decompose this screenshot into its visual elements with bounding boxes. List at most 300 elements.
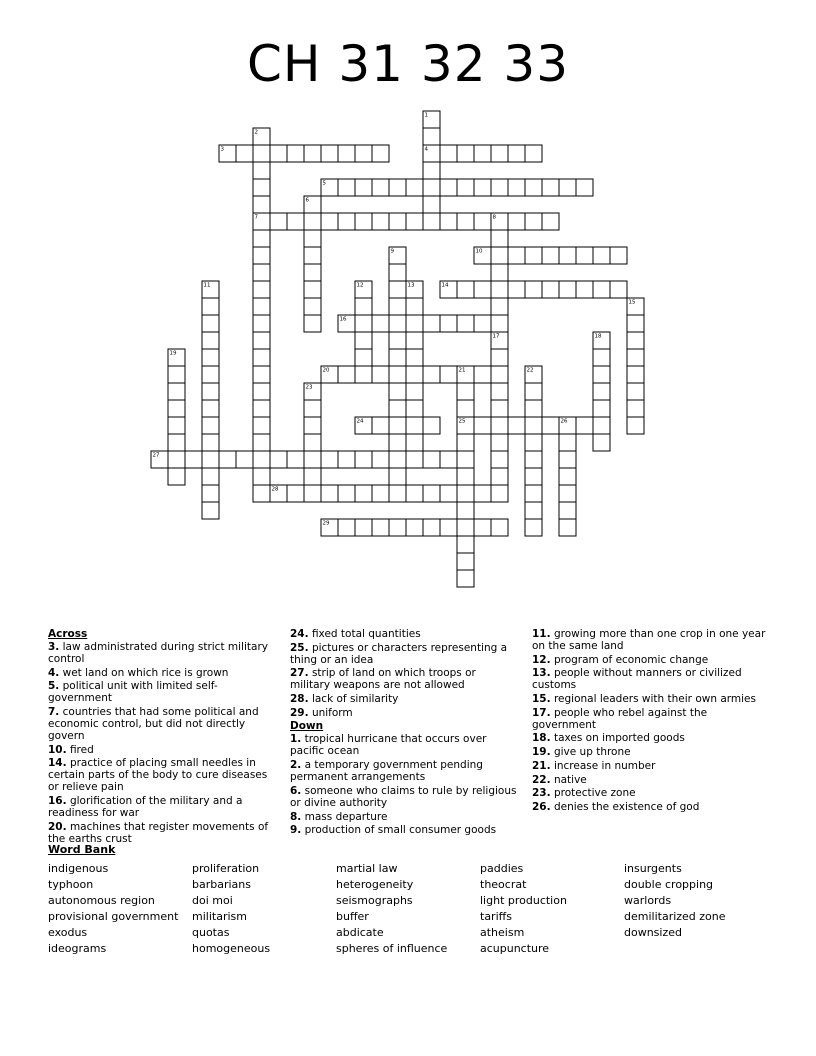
grid-cell[interactable] <box>253 451 270 468</box>
grid-cell[interactable] <box>559 434 576 451</box>
word-bank-header: Word Bank <box>48 843 116 856</box>
word-bank-item: double cropping <box>624 878 714 891</box>
grid-cell[interactable] <box>270 145 287 162</box>
grid-cell[interactable] <box>253 366 270 383</box>
grid-cell[interactable] <box>474 315 491 332</box>
grid-cell[interactable] <box>440 315 457 332</box>
clue-number: 28. <box>290 693 309 706</box>
down-clue <box>290 785 518 809</box>
grid-cell[interactable] <box>508 179 525 196</box>
grid-cell[interactable] <box>525 400 542 417</box>
grid-cell[interactable] <box>474 145 491 162</box>
grid-cell[interactable] <box>542 213 559 230</box>
grid-cell[interactable] <box>542 281 559 298</box>
grid-cell[interactable] <box>304 451 321 468</box>
grid-cell[interactable] <box>491 281 508 298</box>
grid-cell[interactable] <box>389 298 406 315</box>
grid-cell[interactable] <box>202 383 219 400</box>
grid-cell[interactable] <box>525 247 542 264</box>
grid-cell[interactable] <box>474 485 491 502</box>
grid-cell[interactable] <box>525 281 542 298</box>
grid-cell[interactable] <box>627 366 644 383</box>
grid-cell[interactable] <box>457 179 474 196</box>
down-clue <box>532 732 768 744</box>
grid-cell[interactable] <box>253 230 270 247</box>
grid-cell[interactable] <box>457 451 474 468</box>
clue-text: give up throne <box>550 746 631 759</box>
grid-cell[interactable] <box>457 536 474 553</box>
grid-cell[interactable] <box>593 383 610 400</box>
grid-cell[interactable] <box>593 366 610 383</box>
grid-cell[interactable] <box>168 400 185 417</box>
grid-cell[interactable] <box>559 485 576 502</box>
grid-cell[interactable] <box>202 468 219 485</box>
grid-cell[interactable] <box>389 213 406 230</box>
grid-cell[interactable] <box>457 383 474 400</box>
grid-cell[interactable] <box>202 349 219 366</box>
grid-cell[interactable] <box>491 179 508 196</box>
word-bank-item: atheism <box>480 926 525 939</box>
grid-cell[interactable] <box>457 502 474 519</box>
grid-cell[interactable] <box>559 468 576 485</box>
grid-cell[interactable] <box>304 213 321 230</box>
word-bank-item: seismographs <box>336 894 413 907</box>
grid-cell[interactable] <box>508 281 525 298</box>
grid-cell[interactable] <box>202 434 219 451</box>
grid-cell[interactable] <box>508 417 525 434</box>
grid-cell[interactable] <box>491 400 508 417</box>
grid-cell[interactable] <box>236 451 253 468</box>
grid-cell[interactable] <box>287 145 304 162</box>
word-bank-item: exodus <box>48 926 88 939</box>
grid-cell[interactable] <box>202 417 219 434</box>
grid-cell[interactable] <box>389 451 406 468</box>
grid-cell[interactable] <box>270 451 287 468</box>
down-clue <box>532 654 768 666</box>
grid-cell[interactable] <box>253 400 270 417</box>
grid-cell[interactable] <box>593 417 610 434</box>
grid-cell[interactable] <box>202 400 219 417</box>
grid-cell[interactable] <box>627 400 644 417</box>
grid-cell[interactable] <box>559 281 576 298</box>
grid-cell[interactable] <box>355 179 372 196</box>
down-clue <box>290 733 518 757</box>
grid-cell[interactable] <box>253 145 270 162</box>
grid-cell[interactable] <box>576 417 593 434</box>
grid-cell[interactable] <box>508 213 525 230</box>
grid-cell[interactable] <box>491 519 508 536</box>
grid-cell[interactable] <box>491 434 508 451</box>
grid-cell[interactable] <box>457 315 474 332</box>
grid-cell[interactable] <box>355 213 372 230</box>
grid-cell[interactable] <box>338 179 355 196</box>
grid-cell[interactable] <box>372 485 389 502</box>
grid-cell[interactable] <box>253 298 270 315</box>
grid-cell[interactable] <box>253 315 270 332</box>
grid-cell[interactable] <box>168 366 185 383</box>
grid-cell[interactable] <box>576 247 593 264</box>
grid-cell[interactable] <box>355 485 372 502</box>
grid-cell[interactable] <box>338 485 355 502</box>
clue-text: people without manners or civilized customs <box>532 667 742 692</box>
grid-cell[interactable] <box>491 264 508 281</box>
grid-cell[interactable] <box>321 451 338 468</box>
grid-cell[interactable] <box>423 179 440 196</box>
grid-cell[interactable] <box>355 315 372 332</box>
grid-cell[interactable] <box>406 485 423 502</box>
grid-cell[interactable] <box>525 485 542 502</box>
grid-cell[interactable] <box>304 434 321 451</box>
grid-cell[interactable] <box>389 179 406 196</box>
clue-text: native <box>550 773 587 786</box>
grid-cell[interactable] <box>355 451 372 468</box>
across-clue <box>48 744 276 756</box>
grid-cell[interactable] <box>474 213 491 230</box>
grid-cell[interactable] <box>627 417 644 434</box>
word-bank-column <box>624 861 726 941</box>
grid-clue-number: 14 <box>441 282 449 289</box>
grid-cell[interactable] <box>491 485 508 502</box>
grid-cell[interactable] <box>406 315 423 332</box>
grid-cell[interactable] <box>168 451 185 468</box>
grid-cell[interactable] <box>525 383 542 400</box>
across-clue <box>48 757 276 793</box>
grid-cell[interactable] <box>457 468 474 485</box>
grid-cell[interactable] <box>389 366 406 383</box>
grid-cell[interactable] <box>457 570 474 587</box>
grid-cell[interactable] <box>525 502 542 519</box>
grid-cell[interactable] <box>593 349 610 366</box>
grid-cell[interactable] <box>253 383 270 400</box>
clue-text: fired <box>66 743 94 756</box>
grid-cell[interactable] <box>406 349 423 366</box>
grid-cell[interactable] <box>491 383 508 400</box>
grid-cell[interactable] <box>253 247 270 264</box>
grid-cell[interactable] <box>202 502 219 519</box>
grid-cell[interactable] <box>423 315 440 332</box>
grid-cell[interactable] <box>389 519 406 536</box>
grid-cell[interactable] <box>440 485 457 502</box>
clue-number: 12. <box>532 653 551 666</box>
grid-cell[interactable] <box>440 179 457 196</box>
grid-cell[interactable] <box>491 315 508 332</box>
grid-cell[interactable] <box>372 451 389 468</box>
grid-cell[interactable] <box>440 451 457 468</box>
grid-cell[interactable] <box>304 417 321 434</box>
grid-cell[interactable] <box>321 145 338 162</box>
grid-cell[interactable] <box>474 281 491 298</box>
clue-text: fixed total quantities <box>308 628 421 640</box>
grid-cell[interactable] <box>202 366 219 383</box>
grid-cell[interactable] <box>168 417 185 434</box>
grid-cell[interactable] <box>253 162 270 179</box>
clue-text: pictures or characters representing a thing or an idea <box>290 641 508 666</box>
grid-cell[interactable] <box>304 400 321 417</box>
grid-cell[interactable] <box>491 145 508 162</box>
grid-cell[interactable] <box>338 451 355 468</box>
grid-cell[interactable] <box>610 247 627 264</box>
word-bank-item: insurgents <box>624 862 682 875</box>
grid-cell[interactable] <box>610 281 627 298</box>
grid-cell[interactable] <box>389 485 406 502</box>
clue-number: 25. <box>290 641 309 654</box>
clue-text: wet land on which rice is grown <box>59 666 229 679</box>
clue-text: program of economic change <box>550 653 709 666</box>
grid-cell[interactable] <box>389 434 406 451</box>
down-clue <box>532 746 768 758</box>
grid-cell[interactable] <box>355 332 372 349</box>
clue-number: 24. <box>290 628 309 640</box>
grid-cell[interactable] <box>423 366 440 383</box>
clue-number: 22. <box>532 773 551 786</box>
grid-cell[interactable] <box>406 179 423 196</box>
clue-text: strip of land on which troops or military weapons are not allowed <box>290 667 476 692</box>
grid-cell[interactable] <box>202 451 219 468</box>
grid-cell[interactable] <box>593 400 610 417</box>
grid-cell[interactable] <box>542 179 559 196</box>
grid-cell[interactable] <box>423 451 440 468</box>
grid-cell[interactable] <box>202 315 219 332</box>
grid-cell[interactable] <box>253 281 270 298</box>
clue-text: production of small consumer goods <box>301 824 497 837</box>
across-clue <box>48 795 276 819</box>
grid-cell[interactable] <box>304 145 321 162</box>
grid-cell[interactable] <box>372 519 389 536</box>
clue-number: 21. <box>532 759 551 772</box>
grid-cell[interactable] <box>372 179 389 196</box>
clue-number: 4. <box>48 666 60 679</box>
grid-cell[interactable] <box>593 281 610 298</box>
grid-cell[interactable] <box>287 451 304 468</box>
grid-cell[interactable] <box>253 417 270 434</box>
grid-cell[interactable] <box>542 417 559 434</box>
grid-cell[interactable] <box>355 349 372 366</box>
word-bank-item: paddies <box>480 862 524 875</box>
grid-cell[interactable] <box>338 366 355 383</box>
across-clue <box>48 706 276 742</box>
grid-cell[interactable] <box>525 451 542 468</box>
grid-cell[interactable] <box>355 366 372 383</box>
grid-cell[interactable] <box>423 128 440 145</box>
clue-number: 29. <box>290 706 309 719</box>
grid-cell[interactable] <box>423 485 440 502</box>
clue-number: 1. <box>290 733 302 746</box>
down-clue <box>532 667 768 691</box>
grid-cell[interactable] <box>389 315 406 332</box>
grid-cell[interactable] <box>253 264 270 281</box>
grid-cell[interactable] <box>627 332 644 349</box>
grid-cell[interactable] <box>491 298 508 315</box>
grid-cell[interactable] <box>338 519 355 536</box>
grid-cell[interactable] <box>525 145 542 162</box>
grid-cell[interactable] <box>270 213 287 230</box>
grid-cell[interactable] <box>542 247 559 264</box>
grid-cell[interactable] <box>168 383 185 400</box>
grid-cell[interactable] <box>559 502 576 519</box>
grid-cell[interactable] <box>406 383 423 400</box>
grid-cell[interactable] <box>406 298 423 315</box>
grid-cell[interactable] <box>168 468 185 485</box>
grid-cell[interactable] <box>474 179 491 196</box>
grid-cell[interactable] <box>304 468 321 485</box>
grid-cell[interactable] <box>525 213 542 230</box>
grid-cell[interactable] <box>525 468 542 485</box>
grid-cell[interactable] <box>321 213 338 230</box>
grid-cell[interactable] <box>457 281 474 298</box>
grid-cell[interactable] <box>559 179 576 196</box>
grid-cell[interactable] <box>627 383 644 400</box>
grid-cell[interactable] <box>287 213 304 230</box>
grid-cell[interactable] <box>406 417 423 434</box>
grid-cell[interactable] <box>491 230 508 247</box>
grid-cell[interactable] <box>253 349 270 366</box>
grid-cell[interactable] <box>559 451 576 468</box>
grid-cell[interactable] <box>491 417 508 434</box>
grid-cell[interactable] <box>525 179 542 196</box>
grid-cell[interactable] <box>440 519 457 536</box>
grid-cell[interactable] <box>389 281 406 298</box>
grid-cell[interactable] <box>338 213 355 230</box>
grid-cell[interactable] <box>457 145 474 162</box>
clue-number: 7. <box>48 706 60 719</box>
grid-cell[interactable] <box>168 434 185 451</box>
grid-cell[interactable] <box>423 417 440 434</box>
grid-cell[interactable] <box>474 417 491 434</box>
grid-cell[interactable] <box>372 213 389 230</box>
grid-cell[interactable] <box>474 519 491 536</box>
grid-cell[interactable] <box>406 213 423 230</box>
grid-cell[interactable] <box>457 553 474 570</box>
grid-cell[interactable] <box>440 366 457 383</box>
grid-cell[interactable] <box>423 213 440 230</box>
grid-cell[interactable] <box>372 417 389 434</box>
clue-text: lack of similarity <box>308 693 399 706</box>
grid-cell[interactable] <box>372 315 389 332</box>
grid-cell[interactable] <box>389 349 406 366</box>
grid-clue-number: 3 <box>220 146 224 153</box>
clue-number: 16. <box>48 795 67 808</box>
grid-cell[interactable] <box>202 298 219 315</box>
clue-text: mass departure <box>301 810 388 823</box>
grid-cell[interactable] <box>440 213 457 230</box>
grid-cell[interactable] <box>593 247 610 264</box>
grid-clue-number: 11 <box>203 282 211 289</box>
grid-cell[interactable] <box>457 434 474 451</box>
grid-cell[interactable] <box>576 179 593 196</box>
grid-cell[interactable] <box>253 485 270 502</box>
grid-cell[interactable] <box>406 332 423 349</box>
grid-cell[interactable] <box>440 145 457 162</box>
word-bank-item: indigenous <box>48 862 109 875</box>
grid-cell[interactable] <box>525 519 542 536</box>
grid-cell[interactable] <box>576 281 593 298</box>
grid-cell[interactable] <box>457 519 474 536</box>
grid-cell[interactable] <box>389 383 406 400</box>
grid-cell[interactable] <box>202 485 219 502</box>
grid-cell[interactable] <box>627 315 644 332</box>
grid-cell[interactable] <box>355 298 372 315</box>
grid-cell[interactable] <box>406 400 423 417</box>
word-bank-item: buffer <box>336 910 369 923</box>
grid-clue-number: 10 <box>475 248 483 255</box>
grid-cell[interactable] <box>423 196 440 213</box>
word-bank-column <box>192 861 270 957</box>
grid-cell[interactable] <box>355 519 372 536</box>
grid-cell[interactable] <box>491 468 508 485</box>
grid-clue-number: 27 <box>152 452 160 459</box>
grid-cell[interactable] <box>423 162 440 179</box>
grid-cell[interactable] <box>457 485 474 502</box>
down-clues-col3 <box>532 628 768 815</box>
grid-cell[interactable] <box>304 281 321 298</box>
grid-clue-number: 16 <box>339 316 347 323</box>
grid-cell[interactable] <box>355 145 372 162</box>
grid-cell[interactable] <box>389 468 406 485</box>
grid-cell[interactable] <box>406 366 423 383</box>
down-clue <box>532 628 768 652</box>
grid-cell[interactable] <box>508 145 525 162</box>
grid-cell[interactable] <box>389 400 406 417</box>
grid-cell[interactable] <box>304 230 321 247</box>
grid-cell[interactable] <box>525 417 542 434</box>
grid-cell[interactable] <box>253 179 270 196</box>
grid-cell[interactable] <box>406 451 423 468</box>
grid-cell[interactable] <box>321 485 338 502</box>
grid-cell[interactable] <box>304 485 321 502</box>
grid-cell[interactable] <box>559 247 576 264</box>
grid-cell[interactable] <box>304 298 321 315</box>
grid-cell[interactable] <box>508 247 525 264</box>
grid-cell[interactable] <box>491 451 508 468</box>
grid-cell[interactable] <box>304 315 321 332</box>
grid-cell[interactable] <box>219 451 236 468</box>
grid-cell[interactable] <box>338 145 355 162</box>
grid-cell[interactable] <box>253 434 270 451</box>
grid-cell[interactable] <box>406 434 423 451</box>
grid-clue-number: 12 <box>356 282 364 289</box>
grid-cell[interactable] <box>627 349 644 366</box>
clue-number: 10. <box>48 743 67 756</box>
grid-cell[interactable] <box>491 349 508 366</box>
grid-cell[interactable] <box>389 264 406 281</box>
grid-cell[interactable] <box>372 145 389 162</box>
grid-cell[interactable] <box>304 247 321 264</box>
word-bank-column <box>48 861 178 957</box>
grid-cell[interactable] <box>253 332 270 349</box>
grid-cell[interactable] <box>457 400 474 417</box>
grid-cell[interactable] <box>253 196 270 213</box>
grid-cell[interactable] <box>236 145 253 162</box>
grid-clue-number: 24 <box>356 418 364 425</box>
grid-cell[interactable] <box>593 434 610 451</box>
grid-cell[interactable] <box>423 519 440 536</box>
grid-cell[interactable] <box>525 434 542 451</box>
grid-cell[interactable] <box>389 332 406 349</box>
grid-cell[interactable] <box>491 247 508 264</box>
grid-cell[interactable] <box>253 468 270 485</box>
grid-cell[interactable] <box>202 332 219 349</box>
grid-cell[interactable] <box>559 519 576 536</box>
grid-cell[interactable] <box>185 451 202 468</box>
grid-cell[interactable] <box>389 417 406 434</box>
grid-cell[interactable] <box>474 366 491 383</box>
grid-cell[interactable] <box>304 264 321 281</box>
grid-cell[interactable] <box>406 519 423 536</box>
grid-cell[interactable] <box>287 485 304 502</box>
grid-cell[interactable] <box>457 213 474 230</box>
grid-cell[interactable] <box>372 366 389 383</box>
grid-cell[interactable] <box>491 366 508 383</box>
